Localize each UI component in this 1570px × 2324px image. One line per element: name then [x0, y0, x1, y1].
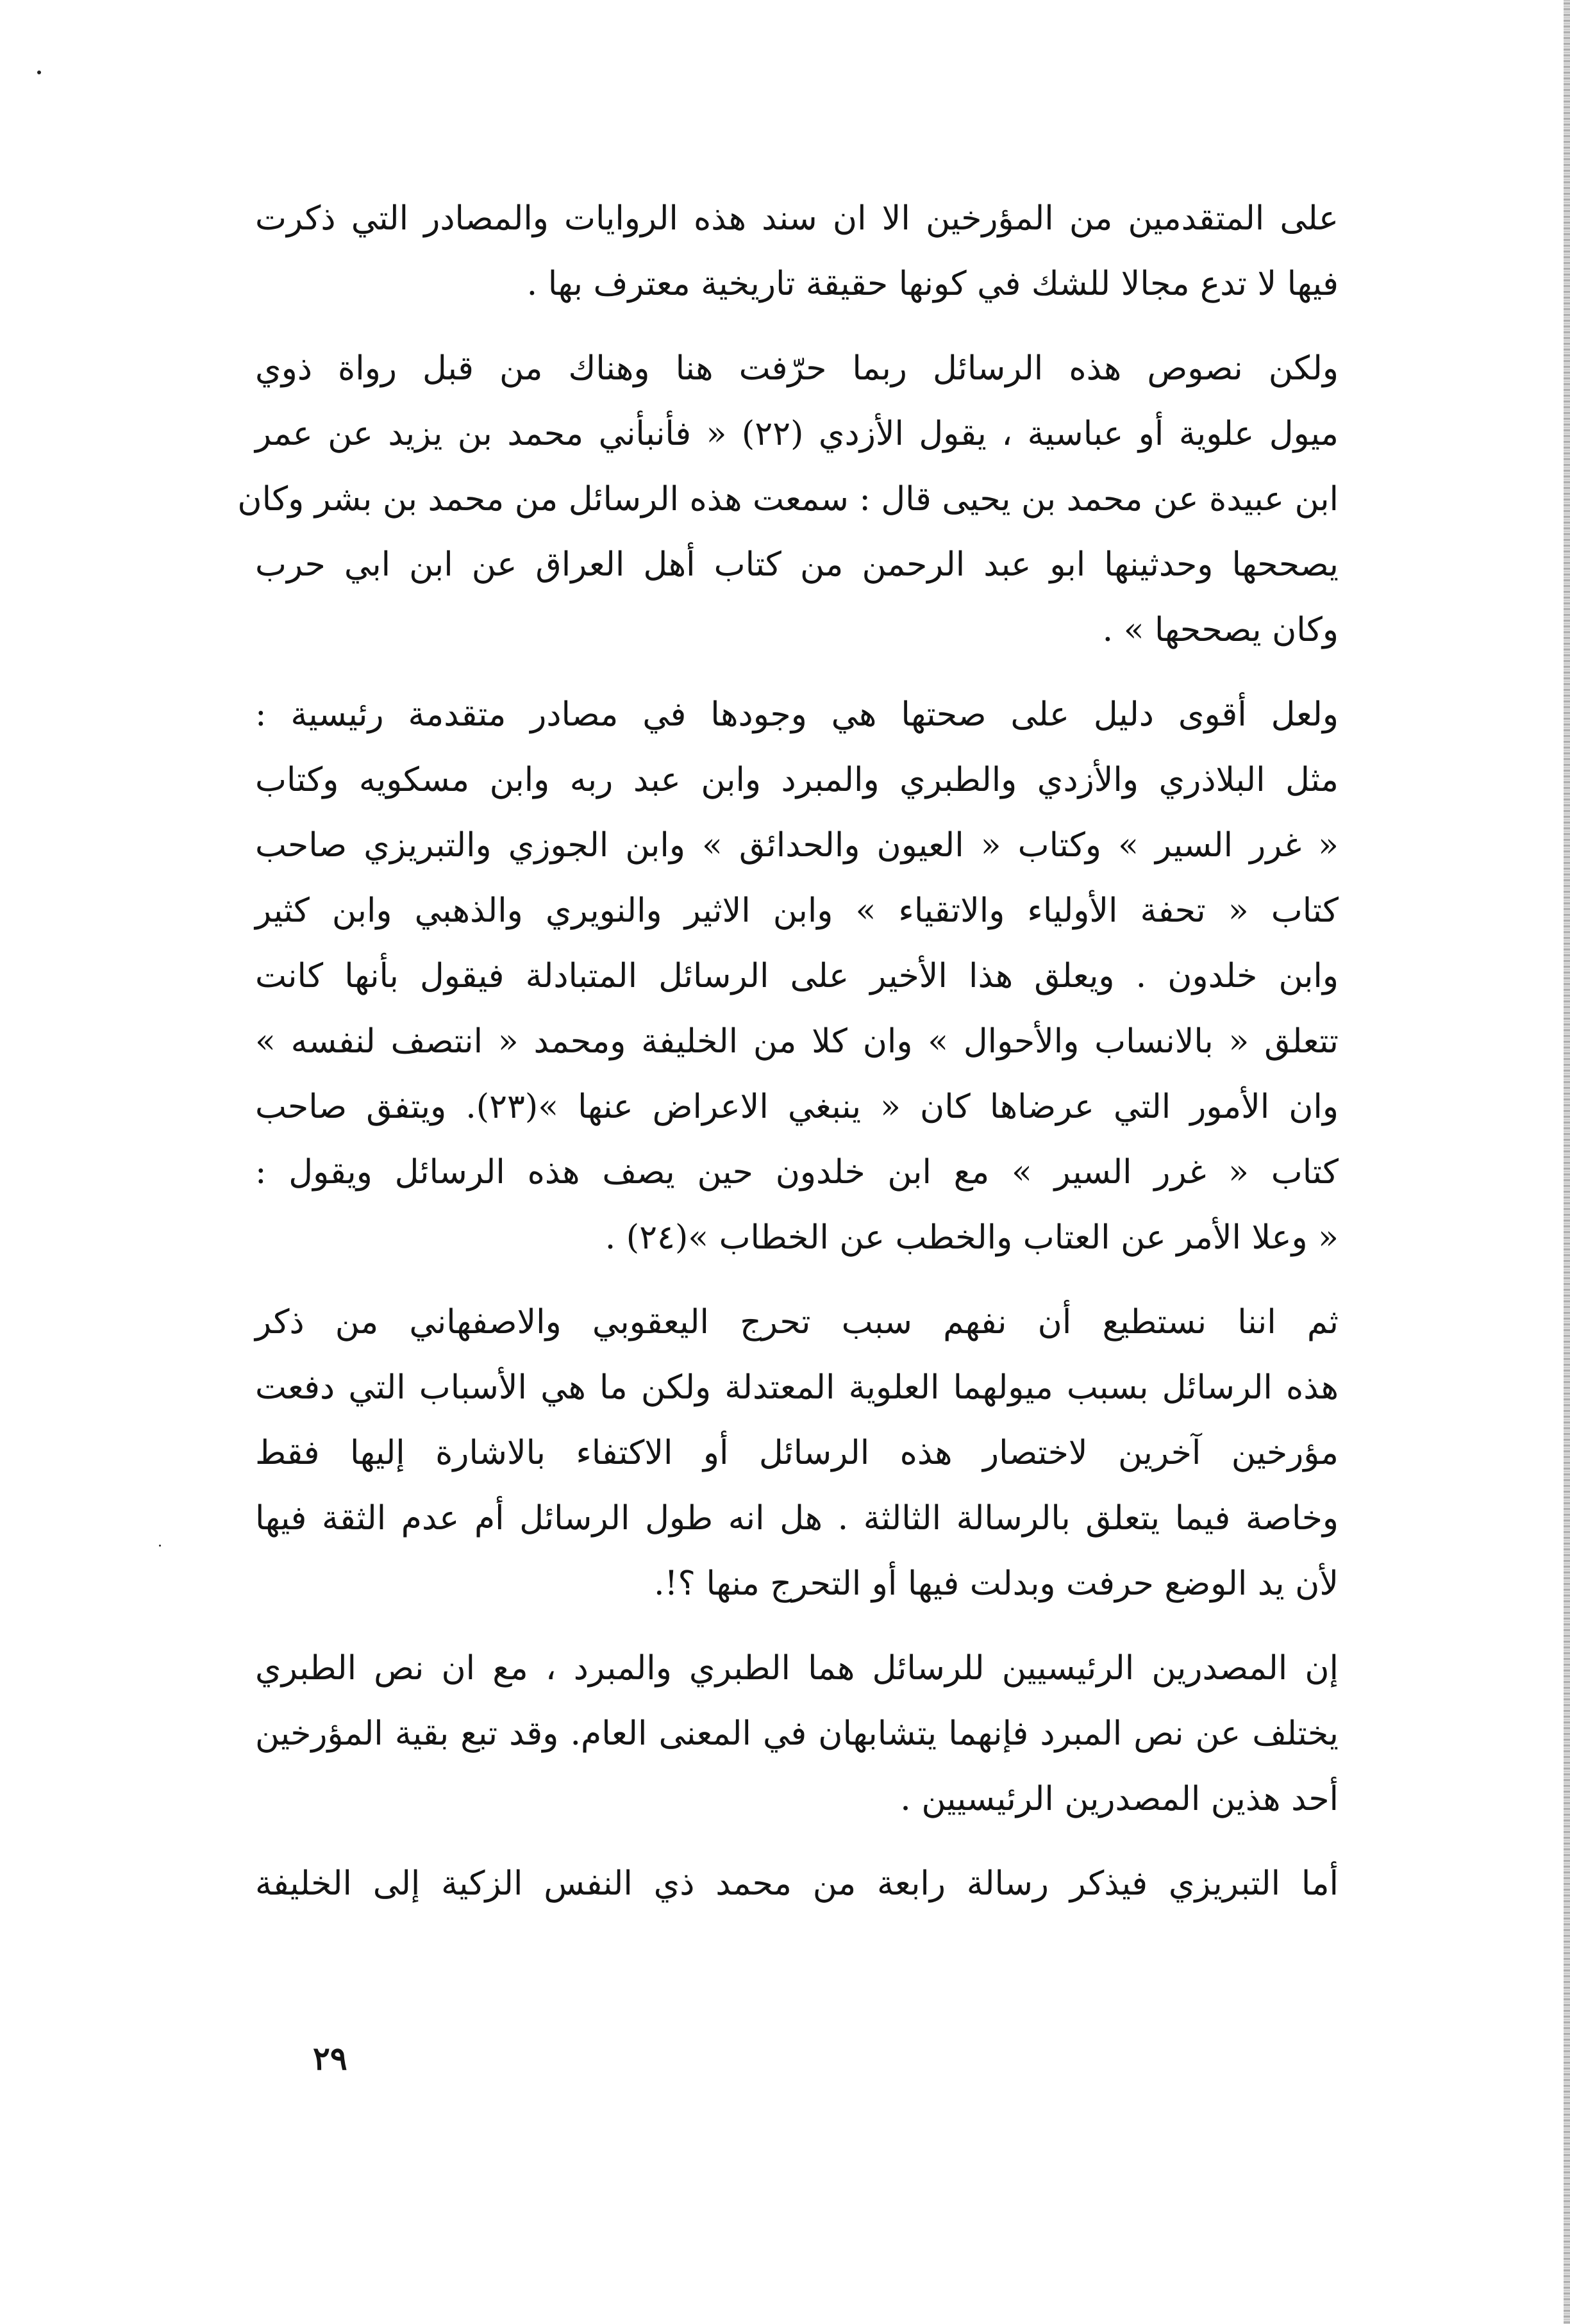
- text-line: يصححها وحدثينها ابو عبد الرحمن من كتاب أهل العراق عن ابن ابي حرب: [255, 545, 1339, 584]
- text-line: كتاب « غرر السير » مع ابن خلدون حين يصف هذه الرسائل ويقول :: [255, 1153, 1339, 1191]
- page-number: ٢٩: [313, 2039, 347, 2077]
- text-line: « غرر السير » وكتاب « العيون والحدائق » وابن الجوزي والتبريزي صاحب: [255, 826, 1339, 865]
- paragraph-1: [255, 186, 1339, 317]
- text-line: وابن خلدون . ويعلق هذا الأخير على الرسائل المتبادلة فيقول بأنها كانت: [255, 957, 1339, 995]
- text-line: هذه الرسائل بسبب ميولهما العلوية المعتدلة ولكن ما هي الأسباب التي دفعت: [255, 1368, 1339, 1407]
- text-line: ولعل أقوى دليل على صحتها هي وجودها في مصادر متقدمة رئيسية :: [255, 695, 1339, 734]
- text-line: وان الأمور التي عرضاها كان « ينبغي الاعراض عنها »(٢٣). ويتفق صاحب: [255, 1088, 1339, 1126]
- scan-speck: [37, 71, 41, 74]
- text-line: فيها لا تدع مجالا للشك في كونها حقيقة تاريخية معترف بها .: [526, 265, 1339, 303]
- paragraph-4: [255, 1290, 1339, 1616]
- scan-speck: [159, 1545, 161, 1547]
- paragraph-5: [255, 1636, 1339, 1832]
- text-line: وخاصة فيما يتعلق بالرسالة الثالثة . هل انه طول الرسائل أم عدم الثقة فيها: [255, 1499, 1339, 1538]
- text-line: وكان يصححها » .: [1102, 611, 1339, 649]
- text-line: يختلف عن نص المبرد فإنهما يتشابهان في المعنى العام. وقد تبع بقية المؤرخين: [255, 1714, 1339, 1753]
- body-text: [237, 186, 1339, 1916]
- text-line: ثم اننا نستطيع أن نفهم سبب تحرج اليعقوبي والاصفهاني من ذكر: [255, 1303, 1339, 1341]
- paragraph-2: [237, 336, 1339, 663]
- text-line: على المتقدمين من المؤرخين الا ان سند هذه الروايات والمصادر التي ذكرت: [255, 199, 1339, 238]
- paragraph-6: [255, 1851, 1339, 1916]
- text-line: كتاب « تحفة الأولياء والاتقياء » وابن الاثير والنويري والذهبي وابن كثير: [255, 892, 1339, 930]
- text-line: أحد هذين المصدرين الرئيسيين .: [900, 1780, 1339, 1818]
- text-line: « وعلا الأمر عن العتاب والخطب عن الخطاب »(٢٤) .: [605, 1218, 1339, 1257]
- text-line: إن المصدرين الرئيسيين للرسائل هما الطبري والمبرد ، مع ان نص الطبري: [255, 1649, 1339, 1688]
- text-line: لأن يد الوضع حرفت وبدلت فيها أو التحرج منها ؟!.: [653, 1565, 1339, 1603]
- text-line: أما التبريزي فيذكر رسالة رابعة من محمد ذي النفس الزكية إلى الخليفة: [255, 1864, 1339, 1903]
- text-line: ابن عبيدة عن محمد بن يحيى قال : سمعت هذه الرسائل من محمد بن بشر وكان: [237, 480, 1339, 519]
- text-line: مؤرخين آخرين لاختصار هذه الرسائل أو الاكتفاء بالاشارة إليها فقط: [255, 1434, 1339, 1472]
- text-line: ولكن نصوص هذه الرسائل ربما حرّفت هنا وهناك من قبل رواة ذوي: [255, 349, 1339, 388]
- text-line: مثل البلاذري والأزدي والطبري والمبرد وابن عبد ربه وابن مسكويه وكتاب: [255, 761, 1339, 799]
- text-line: تتعلق « بالانساب والأحوال » وان كلا من الخليفة ومحمد « انتصف لنفسه »: [255, 1022, 1339, 1061]
- scan-edge-shadow: [1564, 0, 1570, 2324]
- text-line: ميول علوية أو عباسية ، يقول الأزدي (٢٢) « فأنبأني محمد بن يزيد عن عمر: [255, 415, 1339, 453]
- paragraph-3: [255, 682, 1339, 1270]
